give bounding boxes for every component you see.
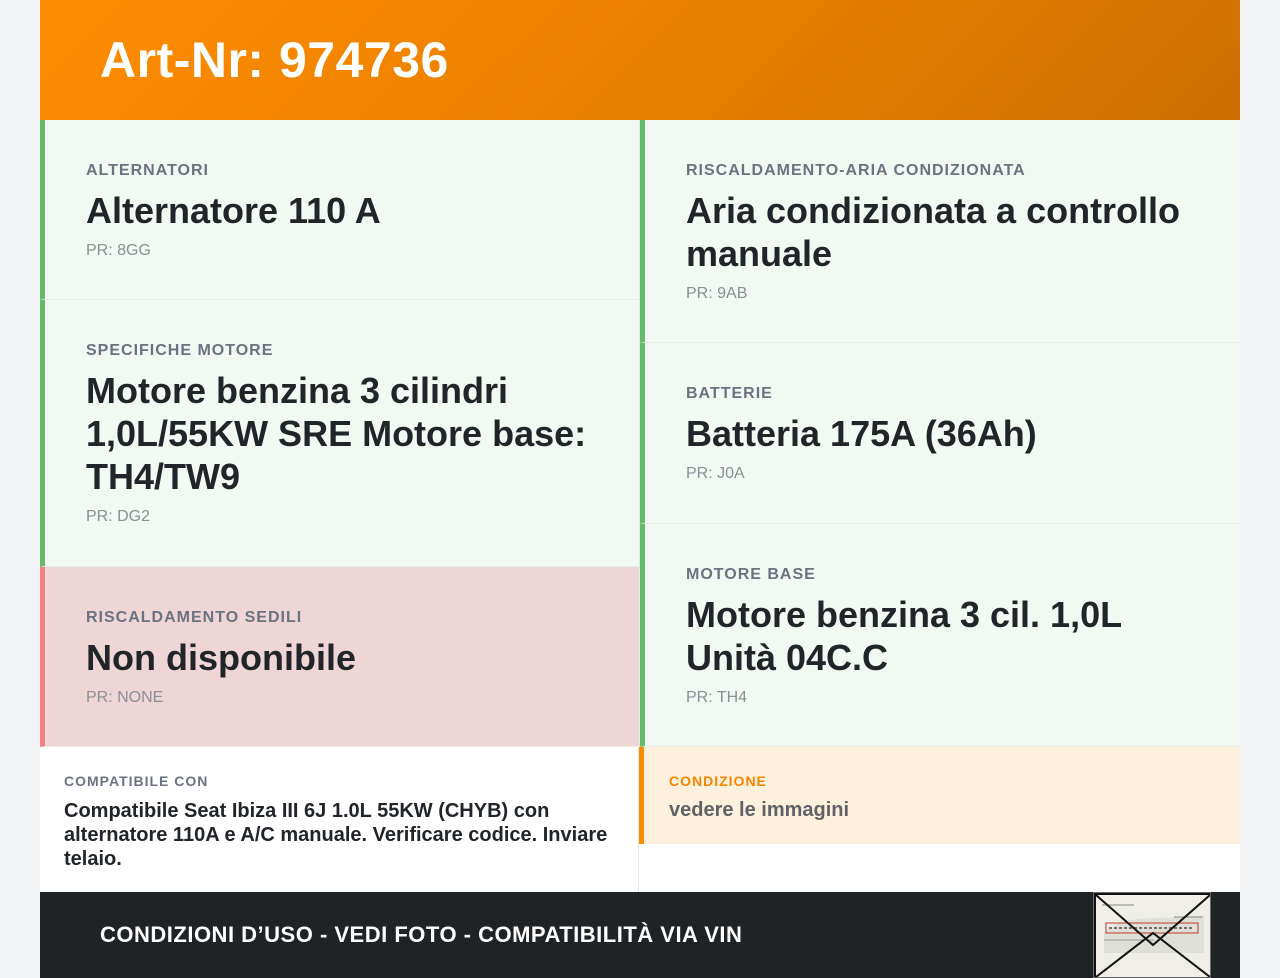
header-bar — [40, 0, 1240, 120]
product-sheet — [40, 0, 1240, 978]
spec-category: ALTERNATORI — [86, 162, 209, 179]
spec-pr-code: PR: 8GG — [86, 242, 151, 259]
compatibility-text: Compatibile Seat Ibiza III 6J 1.0L 55KW (CHYB) con alternatore 110A e A/C manuale. Verificare codice. Inviare telaio. — [64, 800, 608, 870]
condition-label: CONDIZIONE — [669, 773, 767, 789]
spec-grid — [40, 120, 1240, 747]
spec-category: BATTERIE — [686, 385, 773, 402]
footer-bar — [40, 892, 1240, 978]
spec-pr-code: PR: 9AB — [686, 285, 748, 302]
spec-value: Non disponibile — [86, 637, 356, 678]
info-row — [40, 747, 1240, 893]
spec-card-seat-heating — [40, 567, 639, 747]
condition-panel — [639, 747, 1240, 844]
compatibility-label: COMPATIBILE CON — [64, 773, 209, 789]
spec-column-left — [40, 120, 640, 747]
spec-card-alternator — [40, 120, 639, 300]
spec-category: RISCALDAMENTO-ARIA CONDIZIONATA — [686, 162, 1026, 179]
condition-column — [639, 747, 1240, 893]
spec-card-battery — [640, 343, 1240, 524]
spec-value: Alternatore 110 A — [86, 190, 381, 231]
spec-value: Batteria 175A (36Ah) — [686, 413, 1037, 454]
footer-terms: CONDIZIONI D’USO - VEDI FOTO - COMPATIBILITÀ VIA VIN — [100, 922, 743, 947]
spec-pr-code: PR: TH4 — [686, 689, 748, 706]
spec-category: RISCALDAMENTO SEDILI — [86, 609, 303, 626]
spec-value: Aria condizionata a controllo manuale — [686, 190, 1181, 274]
spec-value: Motore benzina 3 cilindri 1,0L/55KW SRE Motore base: TH4/TW9 — [86, 370, 587, 497]
compatibility-panel — [40, 747, 639, 893]
spec-column-right — [640, 120, 1240, 747]
article-number-title: Art-Nr: 974736 — [100, 32, 449, 88]
condition-text: vedere le immagini — [669, 799, 850, 821]
spec-category: MOTORE BASE — [686, 566, 816, 583]
spec-category: SPECIFICHE MOTORE — [86, 342, 274, 359]
envelope-photo-icon — [1094, 893, 1211, 978]
part-photo-thumbnail[interactable] — [1093, 892, 1211, 978]
spec-pr-code: PR: J0A — [686, 465, 745, 482]
spec-value: Motore benzina 3 cil. 1,0L Unità 04C.C — [686, 594, 1122, 678]
spec-card-engine-specs — [40, 300, 639, 567]
spec-pr-code: PR: NONE — [86, 689, 164, 706]
spec-card-air-conditioning — [640, 120, 1240, 343]
spec-pr-code: PR: DG2 — [86, 508, 151, 525]
spec-card-base-engine — [640, 524, 1240, 747]
